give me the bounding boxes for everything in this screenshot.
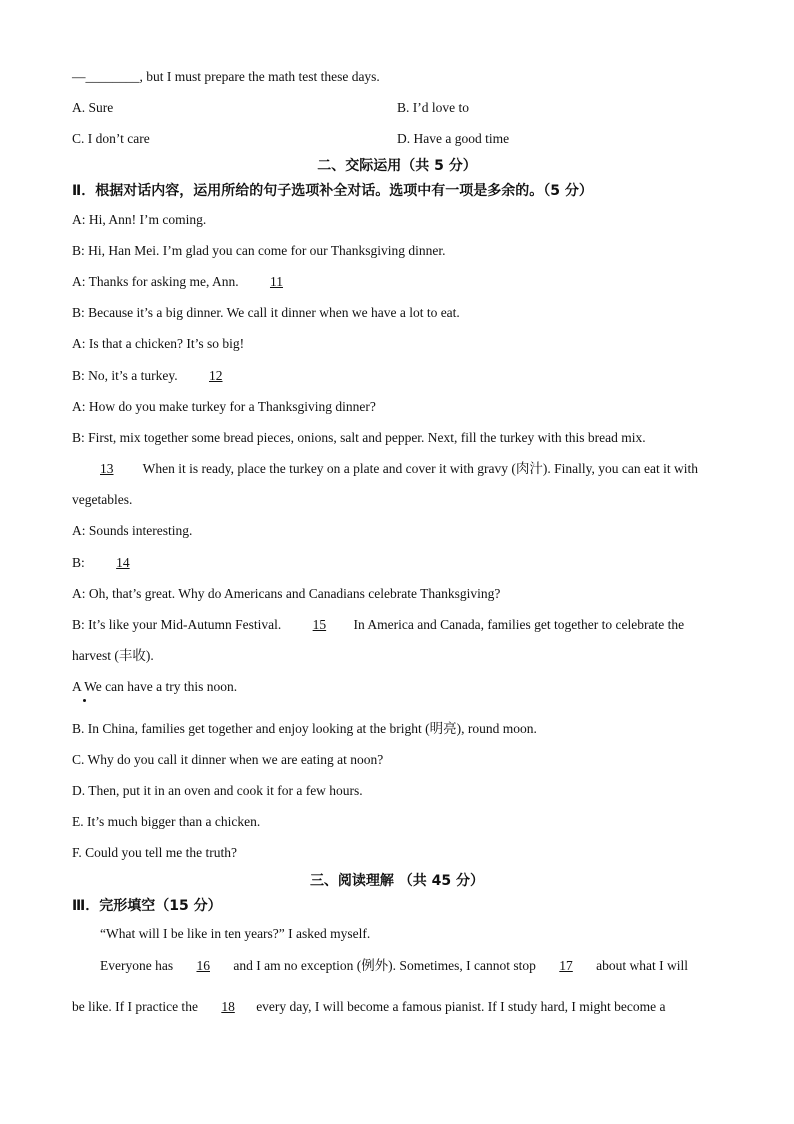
answer-blank-16: 16 [196,958,210,973]
dialogue-text: When it is ready, place the turkey on a plate and cover it with gravy (肉汁). Finally, you can eat it with [139,461,698,476]
dialogue-line [72,368,248,384]
dialogue-line [72,617,684,633]
answer-blank-17: 17 [559,958,573,973]
option-c: C. I don’t care [72,131,150,146]
dialogue-line: A: Oh, that’s great. Why do Americans and Canadians celebrate Thanksgiving? [72,586,501,601]
dialogue-text: B: No, it’s a turkey. [72,368,181,383]
dialogue-line: B: First, mix together some bread pieces, onions, salt and pepper. Next, fill the turkey with this bread mix. [72,430,646,445]
section-title: 三、阅读理解 （共 45 分） [309,873,485,889]
dialogue-line [72,274,305,290]
section-instruction: Ⅱ．根据对话内容，运用所给的句子选项补全对话。选项中有一项是多余的。（5 分） [72,183,593,199]
dialogue-text: A: Thanks for asking me, Ann. [72,274,242,289]
option-e: E. It’s much bigger than a chicken. [72,814,261,829]
section-title: 二、交际运用（共 5 分） [317,158,477,174]
passage-line [100,958,688,974]
answer-blank-18: 18 [221,999,235,1014]
stray-dot [83,699,86,702]
passage-text: every day, I will become a famous pianist. If I study hard, I might become a [252,999,666,1014]
option-b: B. I’d love to [397,100,469,115]
dialogue-text: In America and Canada, families get together to celebrate the [350,617,685,632]
option-f: F. Could you tell me the truth? [72,845,238,860]
option-c: C. Why do you call it dinner when we are eating at noon? [72,752,384,767]
dialogue-line: A: Hi, Ann! I’m coming. [72,212,207,227]
dialogue-line: B: Hi, Han Mei. I’m glad you can come for our Thanksgiving dinner. [72,243,446,258]
option-d: D. Then, put it in an oven and cook it for a few hours. [72,783,363,798]
dialogue-line: harvest (丰收). [72,648,154,663]
answer-blank-12: 12 [209,368,223,383]
dialogue-line: B: Because it’s a big dinner. We call it dinner when we have a lot to eat. [72,305,460,320]
dialogue-line: vegetables. [72,492,133,507]
question-stem: —________, but I must prepare the math test these days. [72,69,380,84]
dialogue-text: B: [72,555,89,570]
option-a: A. Sure [72,100,114,115]
dialogue-line: A: How do you make turkey for a Thanksgiving dinner? [72,399,376,414]
dialogue-line [72,461,698,477]
passage-line [72,999,665,1015]
answer-blank-15: 15 [312,617,327,632]
passage-line: “What will I be like in ten years?” I asked myself. [100,926,371,941]
passage-text: and I am no exception (例外). Sometimes, I cannot stop [229,958,540,973]
answer-blank-11: 11 [269,274,283,289]
dialogue-text: B: It’s like your Mid-Autumn Festival. [72,617,285,632]
option-a: A We can have a try this noon. [72,679,238,694]
dialogue-line [72,555,157,571]
option-d: D. Have a good time [397,131,510,146]
passage-text: be like. If I practice the [72,999,202,1014]
dialogue-line: A: Sounds interesting. [72,523,193,538]
dialogue-line: A: Is that a chicken? It’s so big! [72,336,245,351]
section-subtitle: Ⅲ．完形填空（15 分） [72,898,222,914]
answer-blank-13: 13 [100,461,114,476]
answer-blank-14: 14 [116,555,130,570]
passage-text: Everyone has [100,958,177,973]
option-b: B. In China, families get together and enjoy looking at the bright (明亮), round moon. [72,721,537,736]
passage-text: about what I will [592,958,689,973]
